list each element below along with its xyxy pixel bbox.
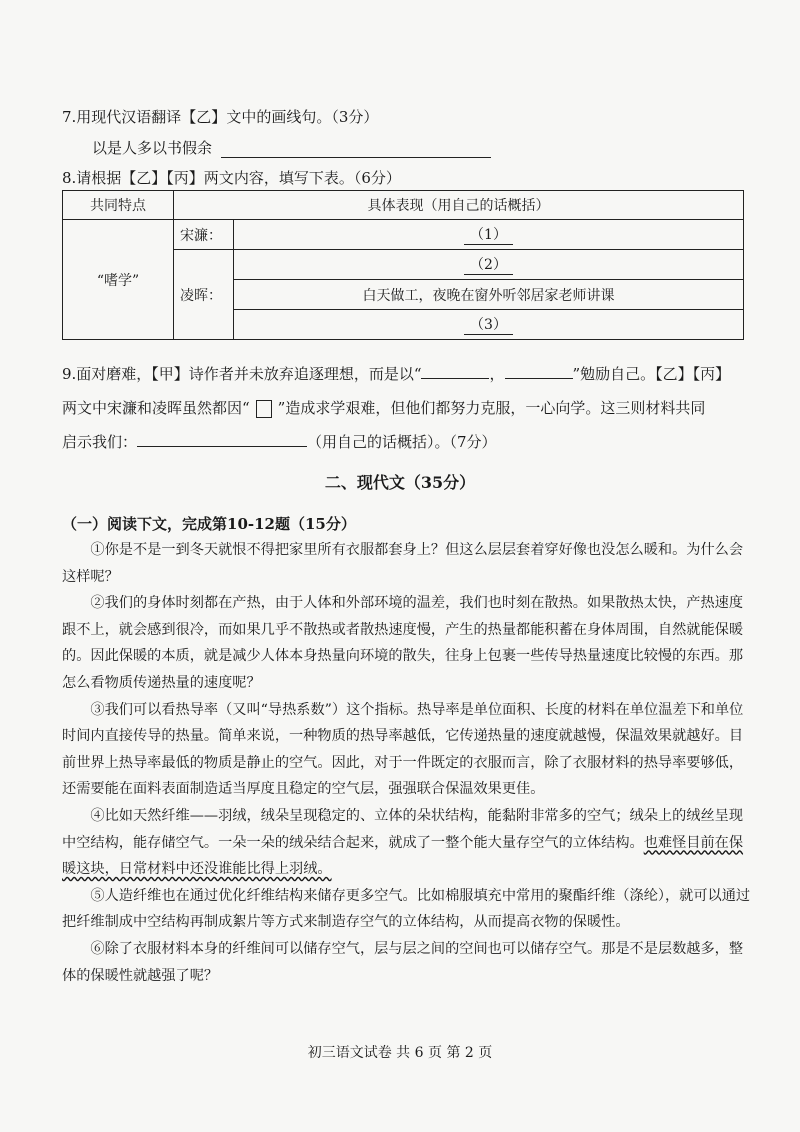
question-7-blank[interactable] [221, 141, 491, 158]
table-header-feature: 共同特点 [63, 191, 174, 220]
reading-passage [62, 537, 752, 989]
q9-text-d: ”造成求学艰难，但他们都努力克服，一心向学。这三则材料共同 [277, 399, 706, 417]
question-8-table [62, 190, 744, 340]
paragraph-2: ②我们的身体时刻都在产热，由于人体和外部环境的温差，我们也时刻在散热。如果散热太快，产热速度跟不上，就会感到很冷，而如果几乎不散热或者散热速度慢，产生的热量都能积蓄在身体周围，自然就能保暖的。因此保暖的本质，就是减少人体本身热量向环境的散失，往身上包裹一些传导热量速度比较慢的东西。那怎么看物质传递热量的速度呢？ [62, 595, 744, 691]
paragraph-4-marked-sentence: 也难怪目前在保暖这块，日常材料中还没谁能比得上羽绒。 [62, 834, 744, 878]
blank-3: （3） [464, 314, 513, 335]
feature-cell: “嗜学” [63, 220, 174, 340]
q9-text-f: （用自己的话概括）。（7分） [307, 433, 497, 451]
q9-text-e: 启示我们： [62, 433, 138, 451]
person-lingpu: 凌晖： [174, 250, 234, 340]
q9-text-a: 9.面对磨难，【甲】诗作者并未放弃追逐理想，而是以“ [62, 365, 422, 383]
q9-box-blank[interactable] [256, 400, 272, 418]
question-7-sentence: 以是人多以书假余 [92, 139, 213, 157]
q9-blank-2[interactable] [505, 364, 573, 379]
paragraph-4-text: ④比如天然纤维——羽绒，绒朵呈现稳定的、立体的朵状结构，能黏附非常多的空气；绒朵上的绒丝呈现中空结构，能存储空气。一朵一朵的绒朵结合起来，就成了一整个能大量存空气的立体结构。 [62, 807, 744, 851]
question-9-line-3 [62, 425, 752, 459]
paragraph-3: ③我们可以看热导率（又叫“导热系数”）这个指标。热导率是单位面积、长度的材料在单位温差下和单位时间内直接传导的热量。简单来说，一种物质的热导率越低，它传递热量的速度就越慢，保温效果就越好。目前世界上热导率最低的物质是静止的空气。因此，对于一件既定的衣服而言，除了衣服材料的热导率要够低，还需要能在面料表面制造适当厚度且稳定的空气层，强强联合保温效果更佳。 [62, 701, 744, 798]
paragraph-5: ⑤人造纤维也在通过优化纤维结构来储存更多空气。比如棉服填充中常用的聚酯纤维（涤纶），就可以通过把纤维制成中空结构再制成絮片等方式来制造存空气的立体结构，从而提高衣物的保暖性。 [62, 887, 751, 931]
lingpu-detail: 白天做工，夜晚在窗外听邻居家老师讲课 [234, 280, 744, 310]
paragraph-6: ⑥除了衣服材料本身的纤维间可以储存空气，层与层之间的空间也可以储存空气。那是不是层数越多，整体的保暖性就越强了呢？ [62, 940, 744, 984]
question-7-prompt: 7.用现代汉语翻译【乙】文中的画线句。（3分） [62, 108, 379, 126]
blank-cell-3[interactable] [234, 310, 744, 340]
page-footer: 初三语文试卷 共 6 页 第 2 页 [307, 1045, 493, 1061]
blank-cell-1[interactable] [234, 220, 744, 250]
blank-cell-2[interactable] [234, 250, 744, 280]
q9-blank-3[interactable] [137, 432, 307, 447]
question-9-line-1 [62, 357, 752, 391]
section-title: 二、现代文（35分） [324, 473, 476, 492]
question-7-answer-line [92, 137, 491, 158]
question-8-prompt: 8.请根据【乙】【丙】两文内容，填写下表。（6分） [62, 169, 401, 187]
question-9 [62, 357, 752, 459]
section-subtitle: （一）阅读下文，完成第10-12题（15分） [62, 515, 356, 533]
blank-1: （1） [464, 224, 513, 245]
table-header-detail: 具体表现（用自己的话概括） [174, 191, 744, 220]
q9-blank-1[interactable] [421, 364, 489, 379]
q9-text-b: ”勉励自己。【乙】【丙】 [572, 365, 731, 383]
q9-text-c: 两文中宋濂和凌晖虽然都因“ [62, 399, 250, 417]
blank-2: （2） [464, 254, 513, 275]
person-songlian: 宋濂： [174, 220, 234, 250]
paragraph-1: ①你是不是一到冬天就恨不得把家里所有衣服都套身上？但这么层层套着穿好像也没怎么暖和。为什么会这样呢？ [62, 542, 744, 585]
paragraph-4 [62, 803, 752, 883]
question-9-line-2 [62, 391, 752, 425]
q9-comma: ， [489, 365, 505, 383]
